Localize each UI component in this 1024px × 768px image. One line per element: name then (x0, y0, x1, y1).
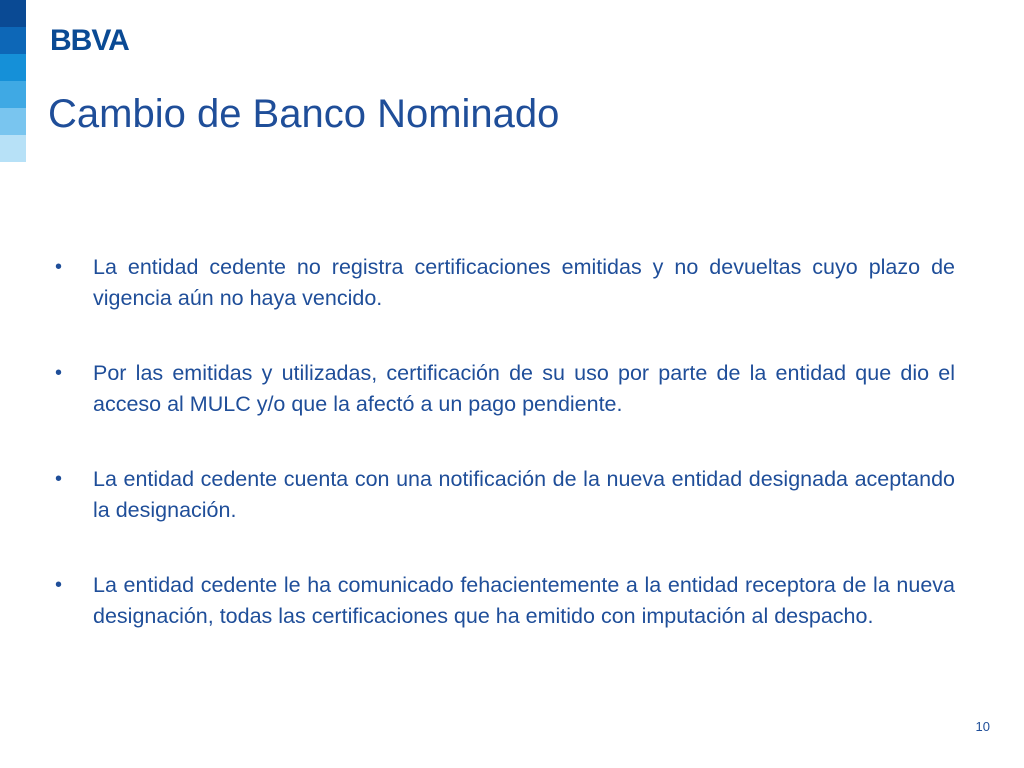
bullet-text: La entidad cedente cuenta con una notificación de la nueva entidad designada aceptando la designación. (93, 467, 955, 522)
bullet-item (55, 252, 955, 314)
bullet-item (55, 358, 955, 420)
bullet-text: La entidad cedente le ha comunicado fehacientemente a la entidad receptora de la nueva designación, todas las certificaciones que ha emitido con imputación al despacho. (93, 573, 955, 628)
bullet-text: La entidad cedente no registra certificaciones emitidas y no devueltas cuyo plazo de vigencia aún no haya vencido. (93, 255, 955, 310)
bullet-point-icon: • (55, 574, 63, 596)
strip-segment-1 (0, 0, 26, 27)
bullet-point-icon: • (55, 362, 63, 384)
bullet-item (55, 464, 955, 526)
strip-segment-6 (0, 135, 26, 162)
page-number: 10 (975, 719, 990, 734)
strip-segment-5 (0, 108, 26, 135)
bbva-logo: BBVA (50, 24, 129, 57)
strip-segment-3 (0, 54, 26, 81)
bullet-point-icon: • (55, 256, 63, 278)
bullet-list (55, 252, 955, 676)
bullet-point-icon: • (55, 468, 63, 490)
slide-title: Cambio de Banco Nominado (48, 92, 560, 136)
bullet-item (55, 570, 955, 632)
brand-color-strip (0, 0, 26, 162)
bullet-text: Por las emitidas y utilizadas, certificación de su uso por parte de la entidad que dio el acceso al MULC y/o que la afectó a un pago pendiente. (93, 361, 955, 416)
strip-segment-4 (0, 81, 26, 108)
strip-segment-2 (0, 27, 26, 54)
